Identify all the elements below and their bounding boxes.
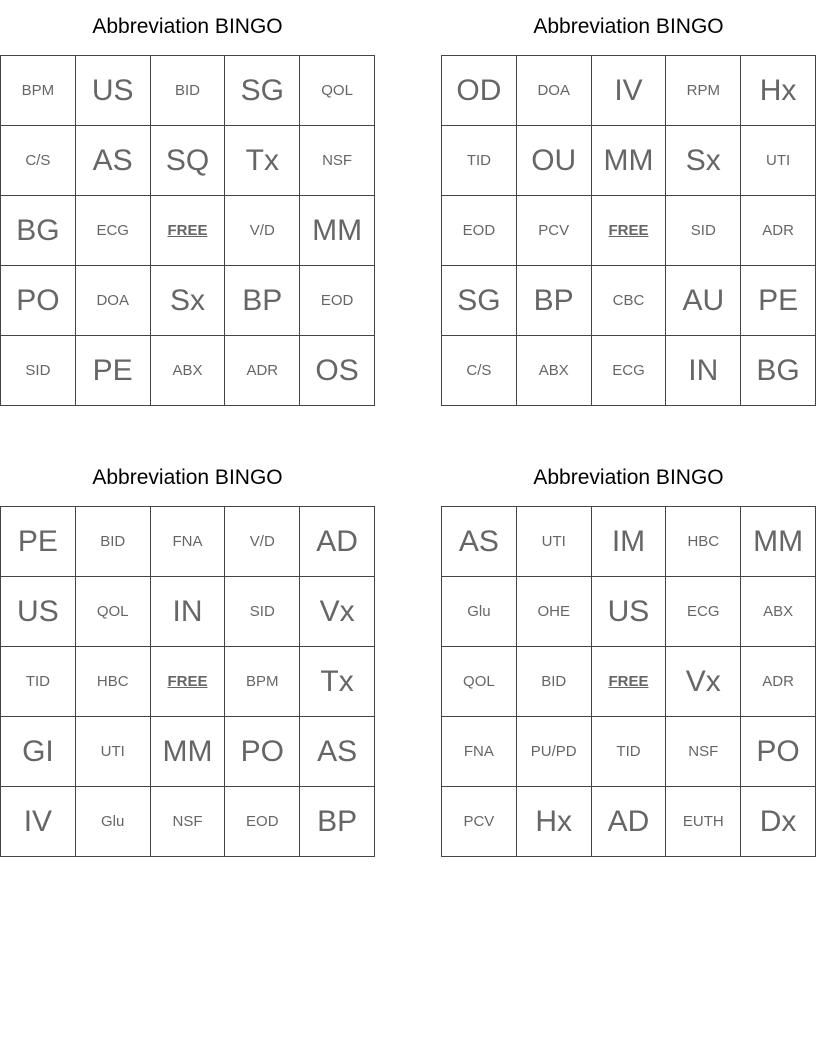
bingo-cell: OS — [300, 336, 375, 406]
bingo-cell: Glu — [442, 577, 517, 647]
bingo-cell: C/S — [442, 336, 517, 406]
bingo-cell: AU — [666, 266, 741, 336]
bingo-cell: MM — [592, 126, 667, 196]
bingo-cell: UTI — [517, 507, 592, 577]
bingo-card-3 — [0, 451, 375, 857]
bingo-cell: FNA — [151, 507, 226, 577]
bingo-card-4 — [441, 451, 816, 857]
bingo-cell: PE — [76, 336, 151, 406]
card-title: Abbreviation BINGO — [92, 466, 283, 489]
bingo-cell: DOA — [517, 56, 592, 126]
bingo-cell: UTI — [741, 126, 816, 196]
bingo-cell: ADR — [741, 196, 816, 266]
bingo-cell: SID — [666, 196, 741, 266]
bingo-cell: SID — [1, 336, 76, 406]
bingo-grid — [0, 55, 375, 406]
bingo-card-2 — [441, 0, 816, 406]
bingo-cell: AS — [442, 507, 517, 577]
bingo-cell: NSF — [666, 717, 741, 787]
bingo-cell: OD — [442, 56, 517, 126]
card-title: Abbreviation BINGO — [533, 15, 724, 38]
free-space-cell: FREE — [151, 647, 226, 717]
bingo-cell: TID — [442, 126, 517, 196]
bingo-cell: QOL — [300, 56, 375, 126]
free-space-cell: FREE — [592, 647, 667, 717]
bingo-cell: NSF — [300, 126, 375, 196]
bingo-cell: US — [1, 577, 76, 647]
bingo-cell: DOA — [76, 266, 151, 336]
bingo-cell: RPM — [666, 56, 741, 126]
bingo-cell: QOL — [442, 647, 517, 717]
bingo-card-1 — [0, 0, 375, 406]
bingo-cell: BP — [225, 266, 300, 336]
card-title: Abbreviation BINGO — [92, 15, 283, 38]
bingo-cell: Sx — [151, 266, 226, 336]
bingo-cell: BG — [1, 196, 76, 266]
bingo-cell: ECG — [666, 577, 741, 647]
bingo-cell: AD — [300, 507, 375, 577]
bingo-cell: ABX — [151, 336, 226, 406]
bingo-cell: Glu — [76, 787, 151, 857]
bingo-cell: AS — [76, 126, 151, 196]
bingo-cell: ECG — [592, 336, 667, 406]
bingo-cell: MM — [300, 196, 375, 266]
bingo-cell: ABX — [517, 336, 592, 406]
bingo-cell: Vx — [300, 577, 375, 647]
bingo-cell: SQ — [151, 126, 226, 196]
bingo-cell: BPM — [1, 56, 76, 126]
bingo-cell: CBC — [592, 266, 667, 336]
bingo-cell: EOD — [300, 266, 375, 336]
bingo-cell: OHE — [517, 577, 592, 647]
bingo-cell: Hx — [741, 56, 816, 126]
bingo-cell: V/D — [225, 507, 300, 577]
bingo-cell: HBC — [76, 647, 151, 717]
bingo-cell: FNA — [442, 717, 517, 787]
bingo-cell: PU/PD — [517, 717, 592, 787]
bingo-cell: SID — [225, 577, 300, 647]
bingo-cell: MM — [151, 717, 226, 787]
bingo-cell: US — [76, 56, 151, 126]
bingo-cell: BID — [151, 56, 226, 126]
bingo-cell: IV — [1, 787, 76, 857]
bingo-cell: AD — [592, 787, 667, 857]
bingo-cell: NSF — [151, 787, 226, 857]
bingo-cell: ADR — [225, 336, 300, 406]
bingo-cell: HBC — [666, 507, 741, 577]
bingo-cell: QOL — [76, 577, 151, 647]
bingo-cell: SG — [442, 266, 517, 336]
bingo-cell: EOD — [225, 787, 300, 857]
bingo-grid — [441, 506, 816, 857]
bingo-cell: PO — [1, 266, 76, 336]
bingo-cell: Sx — [666, 126, 741, 196]
free-space-cell: FREE — [151, 196, 226, 266]
bingo-cell: IV — [592, 56, 667, 126]
bingo-cell: Tx — [300, 647, 375, 717]
bingo-cell: IN — [666, 336, 741, 406]
bingo-grid — [0, 506, 375, 857]
bingo-cell: BID — [76, 507, 151, 577]
bingo-cell: UTI — [76, 717, 151, 787]
bingo-cell: PE — [1, 507, 76, 577]
bingo-cell: BID — [517, 647, 592, 717]
bingo-cell: V/D — [225, 196, 300, 266]
bingo-cell: BP — [300, 787, 375, 857]
bingo-cell: PO — [225, 717, 300, 787]
bingo-cell: IM — [592, 507, 667, 577]
bingo-cell: PO — [741, 717, 816, 787]
bingo-cell: Vx — [666, 647, 741, 717]
bingo-cell: US — [592, 577, 667, 647]
bingo-cell: EUTH — [666, 787, 741, 857]
bingo-cell: ADR — [741, 647, 816, 717]
bingo-cell: C/S — [1, 126, 76, 196]
bingo-cell: PE — [741, 266, 816, 336]
bingo-cell: Dx — [741, 787, 816, 857]
bingo-cell: OU — [517, 126, 592, 196]
bingo-cell: PCV — [442, 787, 517, 857]
bingo-cell: BG — [741, 336, 816, 406]
bingo-cell: TID — [1, 647, 76, 717]
bingo-cell: GI — [1, 717, 76, 787]
bingo-cell: Tx — [225, 126, 300, 196]
bingo-cell: Hx — [517, 787, 592, 857]
bingo-cell: BP — [517, 266, 592, 336]
bingo-cell: EOD — [442, 196, 517, 266]
bingo-cell: ECG — [76, 196, 151, 266]
bingo-grid — [441, 55, 816, 406]
bingo-cell: BPM — [225, 647, 300, 717]
bingo-cell: TID — [592, 717, 667, 787]
bingo-cell: IN — [151, 577, 226, 647]
bingo-cell: ABX — [741, 577, 816, 647]
bingo-cell: AS — [300, 717, 375, 787]
bingo-cell: MM — [741, 507, 816, 577]
bingo-cell: SG — [225, 56, 300, 126]
bingo-cell: PCV — [517, 196, 592, 266]
free-space-cell: FREE — [592, 196, 667, 266]
card-title: Abbreviation BINGO — [533, 466, 724, 489]
